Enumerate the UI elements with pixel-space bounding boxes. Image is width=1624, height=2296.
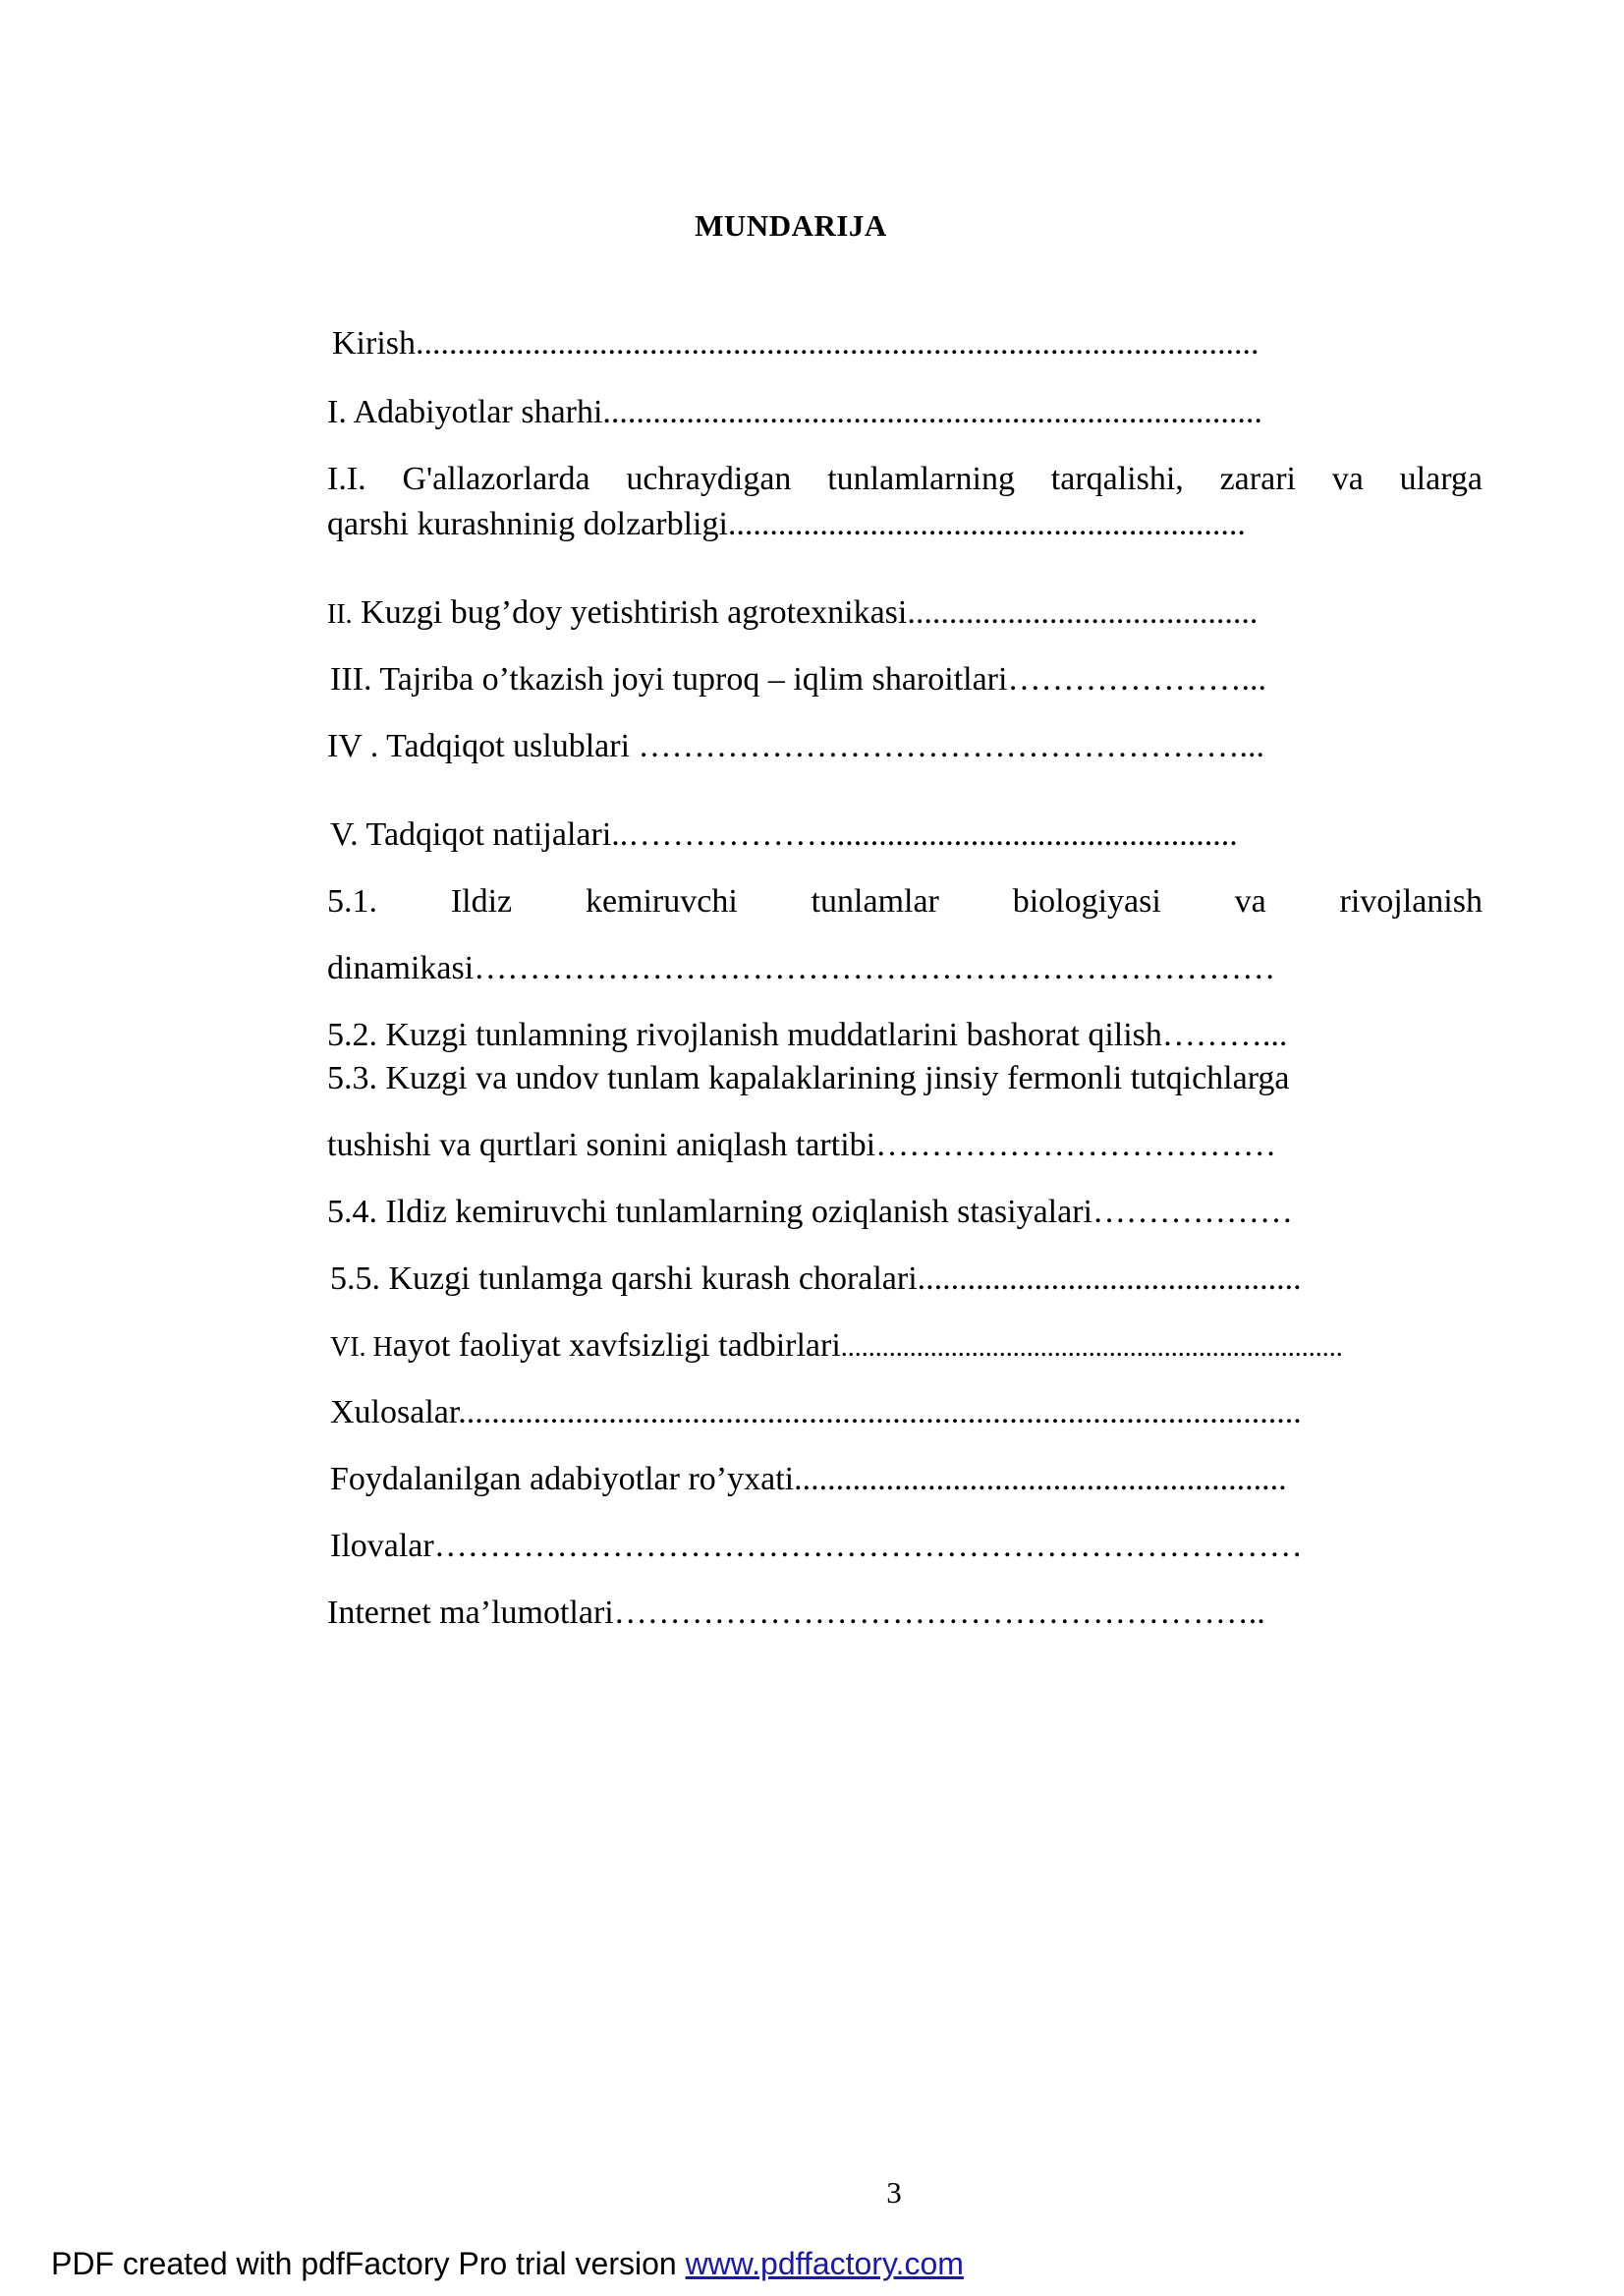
toc-word: biologiyasi [1012,883,1161,920]
toc-entry-ilovalar: Ilovalar…………………………………………………………………… [330,1528,1303,1564]
toc-entry-kirish: Kirish..................................................................................................... [332,325,1260,362]
toc-word: G'allazorlarda [402,461,590,497]
toc-word: ularga [1399,461,1483,497]
toc-word: rivojlanish [1339,883,1483,920]
toc-entry-uslublar: IV . Tadqiqot uslublari ………………………………………………... [327,728,1265,764]
toc-entry-tajriba: III. Tajriba o’tkazish joyi tuproq – iqlim sharoitlari…………………... [330,661,1266,698]
page-title: MUNDARIJA [695,208,887,243]
toc-entry-gallazorlar-line1 [327,458,1483,501]
toc-word: 5.1. [327,883,377,920]
toc-entry-text: ayot faoliyat xavfsizligi tadbirlari [392,1327,841,1364]
toc-word: tunlamlarning [827,461,1015,497]
toc-entry-5-1-line2: dinamikasi……………………………………………………………… [327,950,1276,986]
toc-entry-hayot-faoliyat [330,1324,1489,1370]
toc-word: uchraydigan [626,461,792,497]
toc-entry-adabiyotlar-royxati: Foydalanilgan adabiyotlar ro’yxati........................................................... [330,1461,1287,1497]
toc-roman-numeral: II. [327,599,353,630]
toc-entry-5-1-line1 [327,880,1483,924]
pdf-footer [51,2246,964,2282]
toc-word: va [1234,883,1266,920]
toc-entry-adabiyotlar: I. Adabiyotlar sharhi............................................................................... [327,394,1262,430]
toc-entry-5-4: 5.4. Ildiz kemiruvchi tunlamlarning oziqlanish stasiyalari……………… [327,1194,1293,1230]
toc-entry-natijalar: V. Tadqiqot natijalari..………………................................................. [330,816,1238,853]
toc-word: I.I. [327,461,366,497]
toc-word: zarari [1219,461,1296,497]
toc-word: tarqalishi, [1050,461,1184,497]
footer-link[interactable]: www.pdffactory.com [685,2246,964,2281]
toc-word: kemiruvchi [585,883,738,920]
toc-entry-5-3-line1: 5.3. Kuzgi va undov tunlam kapalaklarining jinsiy fermonli tutqichlarga [327,1060,1290,1096]
toc-entry-5-3-line2: tushishi va qurtlari sonini aniqlash tartibi……………………………… [327,1127,1277,1163]
footer-text: PDF created with pdfFactory Pro trial version [51,2246,686,2281]
toc-word: tunlamlar [811,883,939,920]
toc-entry-gallazorlar-line2: qarshi kurashninig dolzarbligi.............................................................. [327,506,1246,542]
toc-entry-agrotexnika [327,591,1486,637]
toc-roman-numeral: VI. H [330,1332,393,1363]
toc-word: Ildiz [450,883,513,920]
toc-entry-text: Kuzgi bug’doy yetishtirish agrotexnikasi.......................................... [352,594,1259,631]
page-number: 3 [886,2175,902,2210]
toc-entry-5-5: 5.5. Kuzgi tunlamga qarshi kurash choralari.............................................. [330,1260,1302,1297]
toc-entry-5-2: 5.2. Kuzgi tunlamning rivojlanish muddatlarini bashorat qilish………... [327,1017,1288,1053]
toc-leader-dots: ......................................................................... [840,1332,1343,1363]
toc-entry-xulosalar: Xulosalar..................................................................................................... [330,1394,1302,1430]
toc-entry-internet: Internet ma’lumotlari………………………………………………….. [327,1595,1265,1631]
toc-word: va [1331,461,1364,497]
